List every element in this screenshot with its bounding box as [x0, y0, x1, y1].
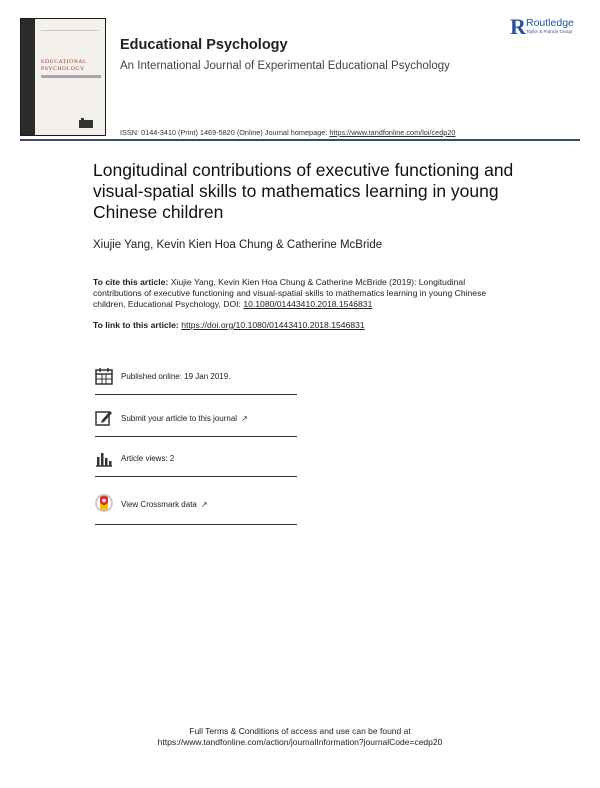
edit-icon — [95, 409, 113, 427]
published-online-row — [95, 358, 297, 395]
link-label: To link to this article: — [93, 320, 179, 330]
journal-name: Educational Psychology — [120, 37, 288, 53]
calendar-icon — [95, 367, 113, 385]
cite-text: Xiujie Yang, Kevin Kien Hoa Chung & Catherine McBride (2019): Longitudinal contributions of executive functioning and visual-spatial skills to mathematics learning in young Chinese children, Educational Psychology, DOI: — [93, 277, 487, 310]
header-divider — [20, 139, 580, 141]
cover-subtitle-line — [41, 75, 101, 78]
article-authors: Xiujie Yang, Kevin Kien Hoa Chung & Catherine McBride — [93, 239, 383, 251]
cover-title: EDUCATIONAL PSYCHOLOGY — [41, 59, 87, 72]
publisher-tagline: Taylor & Francis Group — [526, 29, 573, 34]
external-link-icon: ↗ — [200, 499, 208, 509]
cite-label: To cite this article: — [93, 277, 169, 287]
footer — [0, 726, 600, 748]
cover-header-strip — [41, 23, 99, 31]
article-doi-url-link[interactable]: https://doi.org/10.1080/01443410.2018.1546831 — [181, 320, 365, 330]
crossmark-row[interactable] — [95, 484, 297, 525]
issn-text: ISSN: 0144-3410 (Print) 1469-5820 (Online) Journal homepage: — [120, 128, 328, 137]
article-views-text: Article views: 2 — [121, 453, 175, 463]
terms-url-link[interactable]: https://www.tandfonline.com/action/journalInformation?journalCode=cedp20 — [157, 737, 443, 747]
journal-cover-image — [20, 18, 106, 136]
citation-block — [93, 277, 513, 311]
submit-article-row[interactable] — [95, 400, 297, 437]
publisher-logo — [510, 16, 590, 38]
terms-text: Full Terms & Conditions of access and use can be found at — [189, 726, 411, 736]
cover-publisher-logo — [79, 120, 93, 128]
routledge-r-icon: R — [510, 14, 526, 39]
issn-line — [120, 128, 455, 137]
journal-homepage-link[interactable]: https://www.tandfonline.com/loi/cedp20 — [329, 128, 456, 137]
article-views-row — [95, 440, 297, 477]
article-link-line — [93, 320, 365, 330]
journal-subtitle: An International Journal of Experimental Educational Psychology — [120, 60, 450, 72]
publisher-name: Routledge — [526, 17, 574, 29]
crossmark-icon — [95, 494, 113, 514]
external-link-icon: ↗ — [241, 413, 248, 423]
doi-link[interactable]: 10.1080/01443410.2018.1546831 — [243, 299, 373, 310]
article-title: Longitudinal contributions of executive functioning and visual-spatial skills to mathematics learning in young Chinese children — [93, 160, 514, 222]
published-online-text: Published online: 19 Jan 2019. — [121, 371, 231, 381]
bar-chart-icon — [95, 449, 113, 467]
cover-panel — [35, 19, 105, 135]
submit-article-link[interactable]: Submit your article to this journal — [121, 413, 238, 423]
crossmark-link[interactable]: View Crossmark data — [121, 499, 197, 509]
